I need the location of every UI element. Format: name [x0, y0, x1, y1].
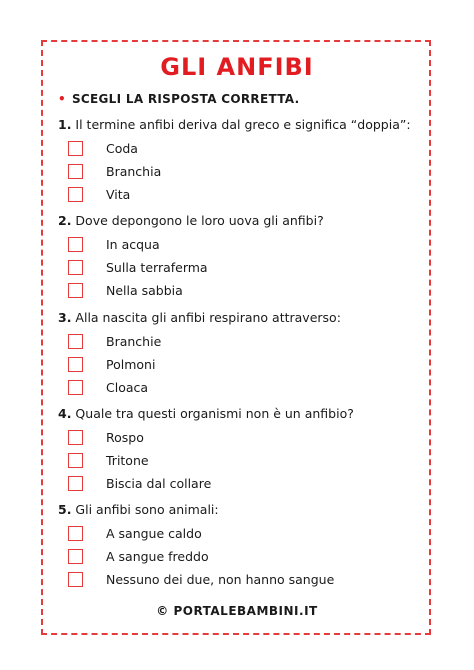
- checkbox[interactable]: [68, 526, 83, 541]
- option-label: Branchia: [106, 164, 162, 179]
- option-label: Polmoni: [106, 357, 156, 372]
- question-text: Quale tra questi organismi non è un anfibio?: [71, 406, 354, 421]
- question-text: Alla nascita gli anfibi respirano attraverso:: [71, 310, 341, 325]
- option-label: Biscia dal collare: [106, 476, 212, 491]
- question-text: Gli anfibi sono animali:: [71, 502, 219, 517]
- option-label: A sangue caldo: [106, 526, 202, 541]
- question-text: Dove depongono le loro uova gli anfibi?: [71, 213, 324, 228]
- option-label: Cloaca: [106, 380, 149, 395]
- checkbox[interactable]: [68, 141, 83, 156]
- question-1: [58, 117, 411, 132]
- question-2: [58, 213, 324, 228]
- footer-credit: © PORTALEBAMBINI.IT: [156, 604, 318, 618]
- option-label: Tritone: [106, 453, 149, 468]
- instruction-text: SCEGLI LA RISPOSTA CORRETTA.: [71, 92, 300, 106]
- option-label: A sangue freddo: [106, 549, 209, 564]
- checkbox[interactable]: [68, 430, 83, 445]
- question-number: 4.: [58, 406, 72, 421]
- question-number: 1.: [58, 117, 72, 132]
- question-text: Il termine anfibi deriva dal greco e significa “doppia”:: [71, 117, 411, 132]
- checkbox[interactable]: [68, 549, 83, 564]
- question-number: 5.: [58, 502, 72, 517]
- option-label: Nessuno dei due, non hanno sangue: [106, 572, 335, 587]
- question-5: [58, 502, 219, 517]
- question-number: 2.: [58, 213, 72, 228]
- option-label: Coda: [106, 141, 138, 156]
- instruction: [58, 92, 299, 106]
- checkbox[interactable]: [68, 237, 83, 252]
- bullet-icon: •: [58, 92, 66, 106]
- checkbox[interactable]: [68, 357, 83, 372]
- checkbox[interactable]: [68, 453, 83, 468]
- option-label: Branchie: [106, 334, 162, 349]
- checkbox[interactable]: [68, 187, 83, 202]
- question-4: [58, 406, 354, 421]
- checkbox[interactable]: [68, 283, 83, 298]
- checkbox[interactable]: [68, 164, 83, 179]
- checkbox[interactable]: [68, 334, 83, 349]
- question-number: 3.: [58, 310, 72, 325]
- option-label: Sulla terraferma: [106, 260, 208, 275]
- checkbox[interactable]: [68, 260, 83, 275]
- option-label: Nella sabbia: [106, 283, 183, 298]
- checkbox[interactable]: [68, 380, 83, 395]
- page-title: GLI ANFIBI: [160, 53, 314, 81]
- question-3: [58, 310, 341, 325]
- checkbox[interactable]: [68, 476, 83, 491]
- option-label: Rospo: [106, 430, 144, 445]
- checkbox[interactable]: [68, 572, 83, 587]
- option-label: In acqua: [106, 237, 160, 252]
- option-label: Vita: [106, 187, 131, 202]
